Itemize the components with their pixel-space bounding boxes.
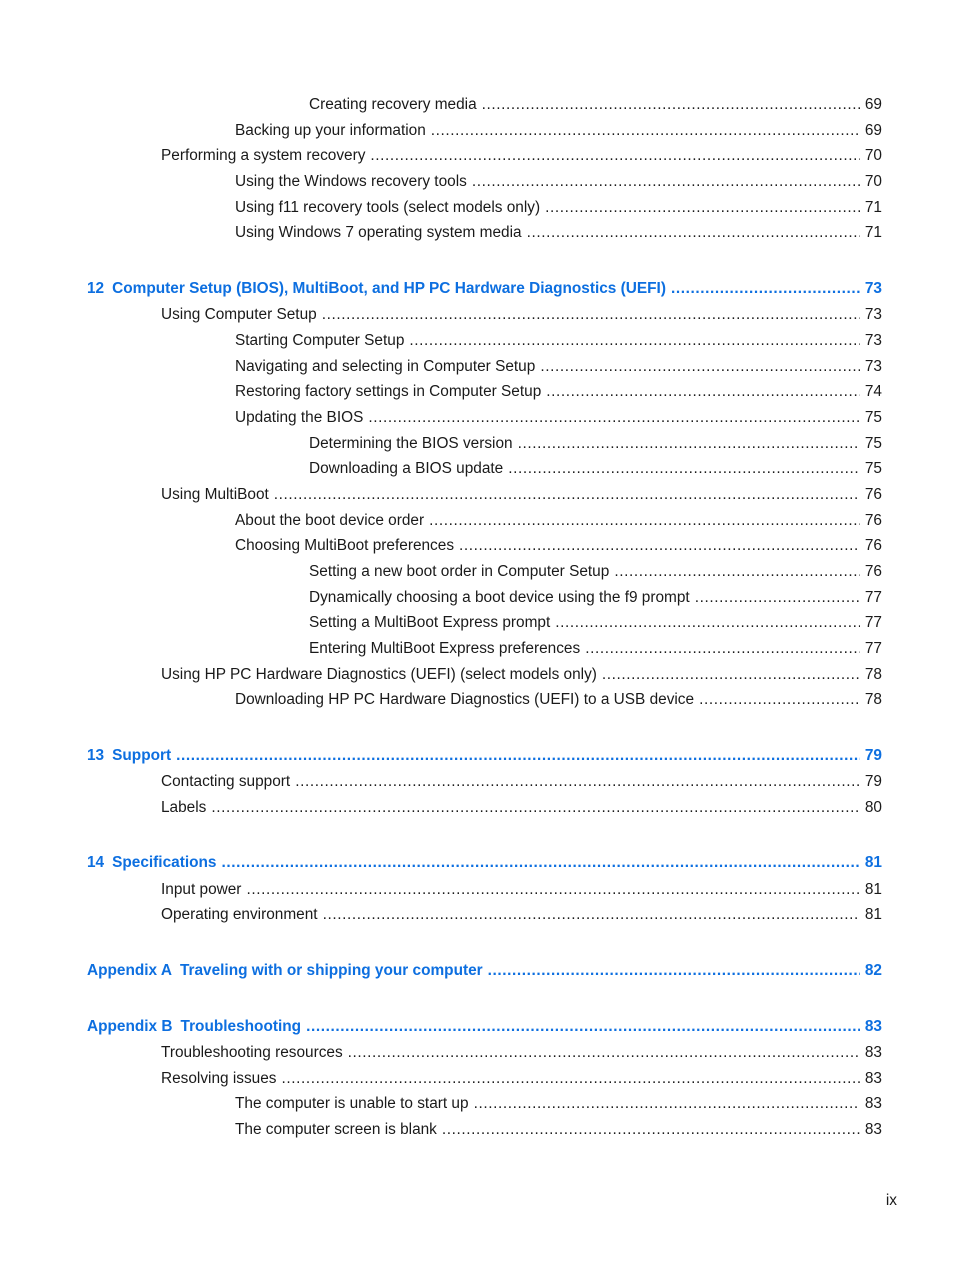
dot-leader — [614, 561, 860, 583]
toc-title-text: Downloading a BIOS update — [309, 460, 504, 477]
toc-chapter-entry[interactable] — [87, 745, 882, 767]
toc-entry[interactable] — [309, 638, 882, 660]
toc-entry[interactable] — [235, 1093, 882, 1115]
toc-entry-title — [87, 852, 216, 874]
dot-leader — [695, 587, 860, 609]
toc-entry[interactable] — [235, 356, 882, 378]
toc-page-number: 81 — [864, 881, 882, 898]
dot-leader — [527, 222, 860, 244]
toc-entry-title — [87, 960, 483, 982]
toc-title-text: The computer is unable to start up — [235, 1095, 469, 1112]
toc-entry-title — [161, 304, 317, 326]
chapter-number: 12 — [87, 280, 105, 297]
toc-title-text: Dynamically choosing a boot device using the f9 prompt — [309, 589, 690, 606]
toc-title-text: Setting a MultiBoot Express prompt — [309, 614, 551, 631]
toc-page-number: 75 — [864, 435, 882, 452]
toc-entry-title — [87, 278, 666, 300]
toc-entry-title — [235, 222, 522, 244]
toc-page-number: 69 — [864, 96, 882, 113]
toc-entry-title — [309, 612, 550, 634]
toc-title-text: Backing up your information — [235, 122, 426, 139]
toc-title-text: Contacting support — [161, 773, 291, 790]
chapter-number: Appendix A — [87, 962, 172, 979]
toc-entry-title — [161, 145, 365, 167]
toc-entry-title — [161, 484, 269, 506]
toc-page-number: 75 — [864, 460, 882, 477]
dot-leader — [545, 197, 860, 219]
toc-entry[interactable] — [161, 484, 882, 506]
toc-title-text: Troubleshooting — [180, 1018, 302, 1035]
dot-leader — [540, 356, 860, 378]
dot-leader — [474, 1093, 860, 1115]
toc-entry-title — [235, 171, 467, 193]
toc-entry-title — [235, 1093, 469, 1115]
dot-leader — [482, 94, 860, 116]
toc-entry-title — [235, 689, 694, 711]
toc-title-text: Traveling with or shipping your computer — [179, 962, 483, 979]
toc-page-number: 73 — [864, 332, 882, 349]
chapter-number: 13 — [87, 747, 105, 764]
toc-page-number: 71 — [864, 199, 882, 216]
toc-page-number: 79 — [864, 747, 882, 764]
dot-leader — [409, 330, 860, 352]
toc-entry[interactable] — [161, 879, 882, 901]
dot-leader — [602, 664, 860, 686]
toc-entry[interactable] — [235, 171, 882, 193]
toc-title-text: Labels — [161, 799, 207, 816]
toc-entry-title — [161, 771, 290, 793]
toc-page-number: 73 — [864, 358, 882, 375]
toc-page-number: 70 — [864, 147, 882, 164]
dot-leader — [671, 278, 860, 300]
toc-page-number: 77 — [864, 589, 882, 606]
toc-entry[interactable] — [235, 510, 882, 532]
toc-page-number: 74 — [864, 383, 882, 400]
toc-title-text: Performing a system recovery — [161, 147, 366, 164]
toc-page-number: 83 — [864, 1121, 882, 1138]
toc-entry[interactable] — [161, 1042, 882, 1064]
toc-entry[interactable] — [161, 304, 882, 326]
toc-title-text: Using MultiBoot — [161, 486, 269, 503]
dot-leader — [459, 535, 860, 557]
dot-leader — [429, 510, 860, 532]
toc-title-text: Resolving issues — [161, 1070, 277, 1087]
toc-title-text: The computer screen is blank — [235, 1121, 437, 1138]
toc-title-text: Entering MultiBoot Express preferences — [309, 640, 581, 657]
toc-page-number: 81 — [864, 854, 882, 871]
toc-entry[interactable] — [235, 222, 882, 244]
toc-chapter-entry[interactable] — [87, 852, 882, 874]
dot-leader — [221, 852, 860, 874]
toc-page-number: 79 — [864, 773, 882, 790]
toc-page-number: 73 — [864, 306, 882, 323]
dot-leader — [585, 638, 860, 660]
toc-title-text: Updating the BIOS — [235, 409, 364, 426]
toc-title-text: Input power — [161, 881, 242, 898]
dot-leader — [281, 1068, 860, 1090]
toc-entry[interactable] — [235, 407, 882, 429]
toc-entry[interactable] — [309, 433, 882, 455]
toc-entry-title — [235, 120, 426, 142]
toc-page-number: 70 — [864, 173, 882, 190]
toc-title-text: Operating environment — [161, 906, 318, 923]
dot-leader — [348, 1042, 860, 1064]
toc-entry[interactable] — [161, 1068, 882, 1090]
toc-title-text: Using the Windows recovery tools — [235, 173, 467, 190]
toc-title-text: Using HP PC Hardware Diagnostics (UEFI) (select models only) — [161, 666, 597, 683]
toc-title-text: Starting Computer Setup — [235, 332, 405, 349]
toc-page-number: 78 — [864, 691, 882, 708]
toc-page-number: 78 — [864, 666, 882, 683]
toc-entry-title — [87, 745, 171, 767]
page-number: ix — [885, 1192, 897, 1209]
toc-entry[interactable] — [235, 535, 882, 557]
toc-entry-title — [161, 879, 241, 901]
chapter-number: 14 — [87, 854, 105, 871]
dot-leader — [442, 1119, 860, 1141]
toc-title-text: Using f11 recovery tools (select models only) — [235, 199, 541, 216]
dot-leader — [295, 771, 860, 793]
toc-title-text: Support — [112, 747, 172, 764]
dot-leader — [176, 745, 860, 767]
toc-entry-title — [309, 587, 690, 609]
toc-title-text: Determining the BIOS version — [309, 435, 513, 452]
toc-entry-title — [161, 664, 597, 686]
toc-entry-title — [235, 510, 424, 532]
toc-entry[interactable] — [309, 458, 882, 480]
toc-entry[interactable] — [161, 145, 882, 167]
toc-entry[interactable] — [161, 771, 882, 793]
toc-title-text: Setting a new boot order in Computer Setup — [309, 563, 610, 580]
toc-title-text: Troubleshooting resources — [161, 1044, 343, 1061]
toc-entry[interactable] — [309, 587, 882, 609]
toc-entry[interactable] — [235, 120, 882, 142]
toc-page-number: 76 — [864, 512, 882, 529]
toc-page-number: 71 — [864, 224, 882, 241]
toc-title-text: Navigating and selecting in Computer Setup — [235, 358, 536, 375]
toc-title-text: Specifications — [112, 854, 217, 871]
dot-leader — [488, 960, 860, 982]
toc-entry[interactable] — [161, 797, 882, 819]
toc-page-number: 83 — [864, 1044, 882, 1061]
toc-entry-title — [235, 197, 540, 219]
toc-entry-title — [161, 797, 206, 819]
dot-leader — [323, 904, 860, 926]
toc-entry-title — [161, 904, 318, 926]
dot-leader — [370, 145, 860, 167]
dot-leader — [699, 689, 860, 711]
dot-leader — [508, 458, 860, 480]
toc-entry-title — [309, 458, 503, 480]
toc-title-text: Downloading HP PC Hardware Diagnostics (UEFI) to a USB device — [235, 691, 695, 708]
toc-entry[interactable] — [235, 381, 882, 403]
toc-title-text: About the boot device order — [235, 512, 425, 529]
toc-entry-title — [235, 535, 454, 557]
toc-entry-title — [235, 1119, 437, 1141]
toc-entry[interactable] — [161, 664, 882, 686]
toc-entry[interactable] — [309, 612, 882, 634]
dot-leader — [306, 1016, 860, 1038]
toc-page-number: 81 — [864, 906, 882, 923]
toc-entry-title — [161, 1042, 343, 1064]
toc-page-number: 83 — [864, 1095, 882, 1112]
toc-entry[interactable] — [309, 94, 882, 116]
chapter-number: Appendix B — [87, 1018, 173, 1035]
toc-page-number: 83 — [864, 1070, 882, 1087]
toc-entry-title — [309, 94, 477, 116]
toc-entry-title — [309, 561, 609, 583]
toc-page-number: 83 — [864, 1018, 882, 1035]
dot-leader — [472, 171, 860, 193]
toc-chapter-entry[interactable] — [87, 960, 882, 982]
dot-leader — [546, 381, 860, 403]
toc-page-number: 76 — [864, 486, 882, 503]
toc-entry-title — [87, 1016, 301, 1038]
toc-title-text: Restoring factory settings in Computer Setup — [235, 383, 542, 400]
dot-leader — [555, 612, 860, 634]
toc-entry[interactable] — [235, 330, 882, 352]
dot-leader — [246, 879, 860, 901]
toc-entry-title — [235, 330, 404, 352]
toc-page-number: 69 — [864, 122, 882, 139]
toc-page-number: 73 — [864, 280, 882, 297]
toc-entry-title — [235, 381, 541, 403]
dot-leader — [368, 407, 860, 429]
toc-title-text: Choosing MultiBoot preferences — [235, 537, 455, 554]
toc-page-number: 77 — [864, 640, 882, 657]
dot-leader — [274, 484, 860, 506]
toc-page-number: 77 — [864, 614, 882, 631]
toc-entry-title — [309, 433, 513, 455]
toc-entry-title — [235, 356, 535, 378]
toc-entry[interactable] — [235, 197, 882, 219]
toc-page-number: 76 — [864, 563, 882, 580]
toc-chapter-entry[interactable] — [87, 1016, 882, 1038]
toc-entry-title — [309, 638, 580, 660]
dot-leader — [431, 120, 860, 142]
toc-entry-title — [161, 1068, 276, 1090]
toc-entry-title — [235, 407, 363, 429]
toc-title-text: Creating recovery media — [309, 96, 477, 113]
dot-leader — [322, 304, 860, 326]
dot-leader — [518, 433, 860, 455]
toc-page-number: 80 — [864, 799, 882, 816]
toc-title-text: Using Computer Setup — [161, 306, 317, 323]
toc-page-number: 76 — [864, 537, 882, 554]
toc-title-text: Computer Setup (BIOS), MultiBoot, and HP PC Hardware Diagnostics (UEFI) — [112, 280, 666, 297]
dot-leader — [211, 797, 860, 819]
toc-chapter-entry[interactable] — [87, 278, 882, 300]
toc-entry[interactable] — [235, 689, 882, 711]
toc-entry[interactable] — [235, 1119, 882, 1141]
toc-page-number: 75 — [864, 409, 882, 426]
toc-title-text: Using Windows 7 operating system media — [235, 224, 522, 241]
toc-entry[interactable] — [161, 904, 882, 926]
toc-page-number: 82 — [864, 962, 882, 979]
toc-entry[interactable] — [309, 561, 882, 583]
